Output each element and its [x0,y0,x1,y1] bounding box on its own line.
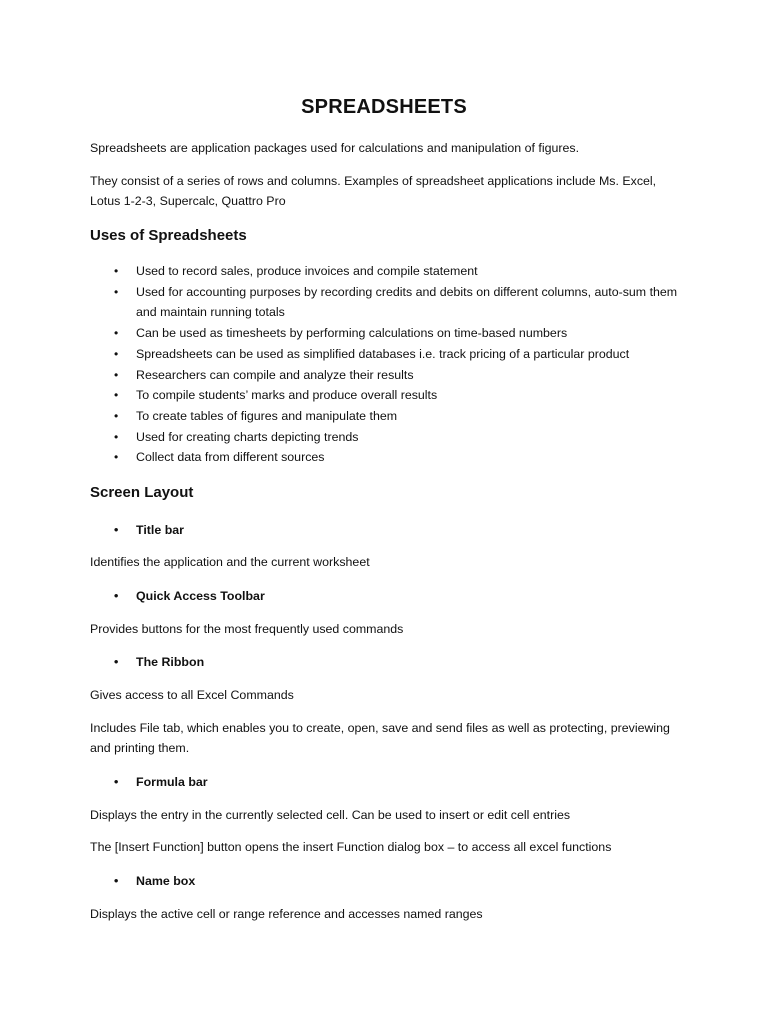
ribbon-label: The Ribbon [136,655,205,669]
ribbon-description: Gives access to all Excel Commands [90,688,294,702]
uses-list-item-text: Spreadsheets can be used as simplified databases i.e. track pricing of a particular product [136,346,630,361]
uses-list-item [90,385,680,406]
uses-list-item-text: Used for creating charts depicting trends [136,429,359,444]
page-title: SPREADSHEETS [301,96,467,118]
intro-paragraph-1: Spreadsheets are application packages used for calculations and manipulation of figures. [90,141,580,155]
uses-list-item [90,365,680,386]
bullet: • [114,388,119,403]
title-bar-description: Identifies the application and the current worksheet [90,555,370,569]
bullet: • [114,284,119,299]
uses-list-item [90,282,680,323]
uses-list-item [90,447,680,468]
uses-list-item-text: Can be used as timesheets by performing calculations on time-based numbers [136,326,568,341]
uses-list [90,261,680,468]
bullet: • [114,775,119,789]
name-box-description: Displays the active cell or range reference and accesses named ranges [90,907,483,921]
formula-bar-description-2: The [Insert Function] button opens the insert Function dialog box – to access all excel functions [90,840,612,854]
screen-layout-heading: Screen Layout [90,484,194,501]
ribbon-description-2: Includes File tab, which enables you to create, open, save and send files as well as protecting, previewing and printing them. [90,721,670,755]
uses-list-item-text: To compile students’ marks and produce overall results [136,388,438,403]
bullet: • [114,655,119,669]
bullet: • [114,367,119,382]
bullet: • [114,523,119,537]
formula-bar-label: Formula bar [136,775,208,789]
uses-list-item-text: Collect data from different sources [136,450,325,465]
uses-list-item-text: Used for accounting purposes by recording credits and debits on different columns, auto-sum them and maintain running totals [136,284,678,320]
bullet: • [114,346,119,361]
uses-heading: Uses of Spreadsheets [90,227,247,244]
bullet: • [114,874,119,888]
uses-list-item [90,427,680,448]
uses-list-item [90,323,680,344]
intro-paragraph-2: They consist of a series of rows and columns. Examples of spreadsheet applications include Ms. Excel, Lotus 1-2-3, Supercalc, Quattro Pro [90,174,657,208]
uses-list-item-text: Used to record sales, produce invoices and compile statement [136,264,478,278]
formula-bar-description: Displays the entry in the currently selected cell. Can be used to insert or edit cell entries [90,808,571,822]
name-box-label: Name box [136,874,196,888]
title-bar-label: Title bar [136,523,184,537]
bullet: • [114,450,119,465]
uses-list-item [90,344,680,365]
uses-list-item [90,261,680,282]
quick-access-toolbar-label: Quick Access Toolbar [136,589,265,603]
bullet: • [114,429,119,444]
bullet: • [114,408,119,423]
uses-list-item-text: To create tables of figures and manipulate them [136,408,398,423]
quick-access-toolbar-description: Provides buttons for the most frequently used commands [90,622,404,636]
bullet: • [114,589,119,603]
uses-list-item-text: Researchers can compile and analyze their results [136,367,414,382]
bullet: • [114,326,119,341]
bullet: • [114,264,119,278]
uses-list-item [90,406,680,427]
